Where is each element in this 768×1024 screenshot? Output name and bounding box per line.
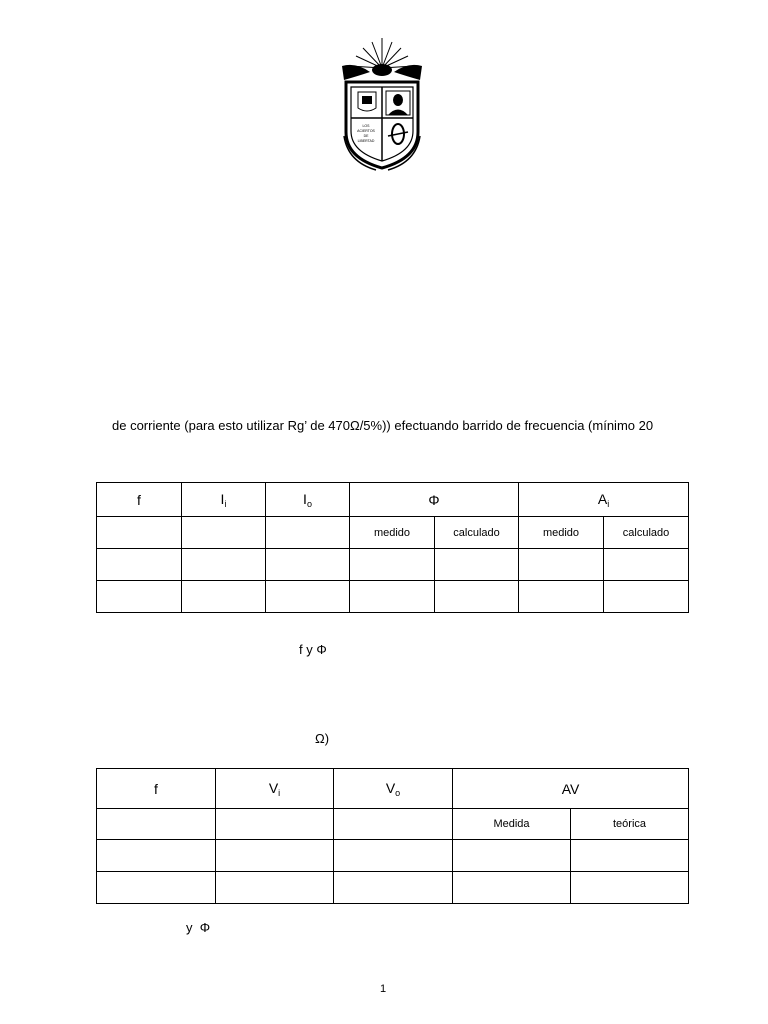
empty-cell xyxy=(519,549,604,581)
university-crest-logo xyxy=(336,36,428,174)
instruction-paragraph: de corriente (para esto utilizar Rg’ de 470Ω/5%)) efectuando barrido de frecuencia (mínimo 20 xyxy=(112,418,654,433)
empty-cell xyxy=(216,872,334,904)
empty-cell xyxy=(604,581,689,613)
empty-cell xyxy=(453,840,571,872)
subheader-phi-medido: medido xyxy=(350,517,435,549)
svg-text:DE: DE xyxy=(363,134,369,138)
empty-cell xyxy=(350,581,435,613)
empty-cell xyxy=(435,581,519,613)
empty-cell xyxy=(97,517,182,549)
table-subheader-row xyxy=(97,809,689,840)
col-header-ai: $A_i$ xyxy=(519,483,689,517)
empty-cell xyxy=(97,840,216,872)
subheader-ai-calculado: calculado xyxy=(604,517,689,549)
empty-cell xyxy=(266,581,350,613)
table-row xyxy=(97,549,689,581)
empty-cell xyxy=(435,549,519,581)
empty-cell xyxy=(97,872,216,904)
table-row xyxy=(97,840,689,872)
empty-cell xyxy=(453,872,571,904)
caption-f-phi: f y Φ xyxy=(299,642,327,657)
empty-cell xyxy=(604,549,689,581)
empty-cell xyxy=(216,840,334,872)
empty-cell xyxy=(216,809,334,840)
table-header-row xyxy=(97,483,689,517)
caption-ohm: Ω) xyxy=(315,731,330,746)
subheader-av-teorica: teórica xyxy=(571,809,689,840)
svg-text:LIBERTAD: LIBERTAD xyxy=(357,139,375,143)
col-header-f: f xyxy=(97,769,216,809)
caption-y-phi: y Φ xyxy=(186,920,211,935)
empty-cell xyxy=(182,549,266,581)
table-row xyxy=(97,581,689,613)
table-row xyxy=(97,872,689,904)
empty-cell xyxy=(334,840,453,872)
col-header-ii: $I_i$ xyxy=(182,483,266,517)
empty-cell xyxy=(97,581,182,613)
subheader-ai-medido: medido xyxy=(519,517,604,549)
empty-cell xyxy=(182,581,266,613)
empty-cell xyxy=(266,549,350,581)
table-header-row xyxy=(97,769,689,809)
empty-cell xyxy=(266,517,350,549)
col-header-vi: $V_i$ xyxy=(216,769,334,809)
col-header-vo: $V_o$ xyxy=(334,769,453,809)
empty-cell xyxy=(571,840,689,872)
empty-cell xyxy=(519,581,604,613)
empty-cell xyxy=(182,517,266,549)
voltage-measurement-table xyxy=(96,768,689,904)
empty-cell xyxy=(334,809,453,840)
subheader-av-medida: Medida xyxy=(453,809,571,840)
empty-cell xyxy=(350,549,435,581)
svg-text:ACIERTOS: ACIERTOS xyxy=(357,129,375,133)
table-subheader-row xyxy=(97,517,689,549)
empty-cell xyxy=(97,549,182,581)
col-header-f: f xyxy=(97,483,182,517)
page-number: 1 xyxy=(380,983,387,995)
col-header-io: $I_o$ xyxy=(266,483,350,517)
empty-cell xyxy=(571,872,689,904)
subheader-phi-calculado: calculado xyxy=(435,517,519,549)
svg-text:LOS: LOS xyxy=(362,124,370,128)
col-header-av: AV xyxy=(453,769,689,809)
current-measurement-table xyxy=(96,482,689,613)
empty-cell xyxy=(334,872,453,904)
col-header-phi: Φ xyxy=(350,483,519,517)
empty-cell xyxy=(97,809,216,840)
